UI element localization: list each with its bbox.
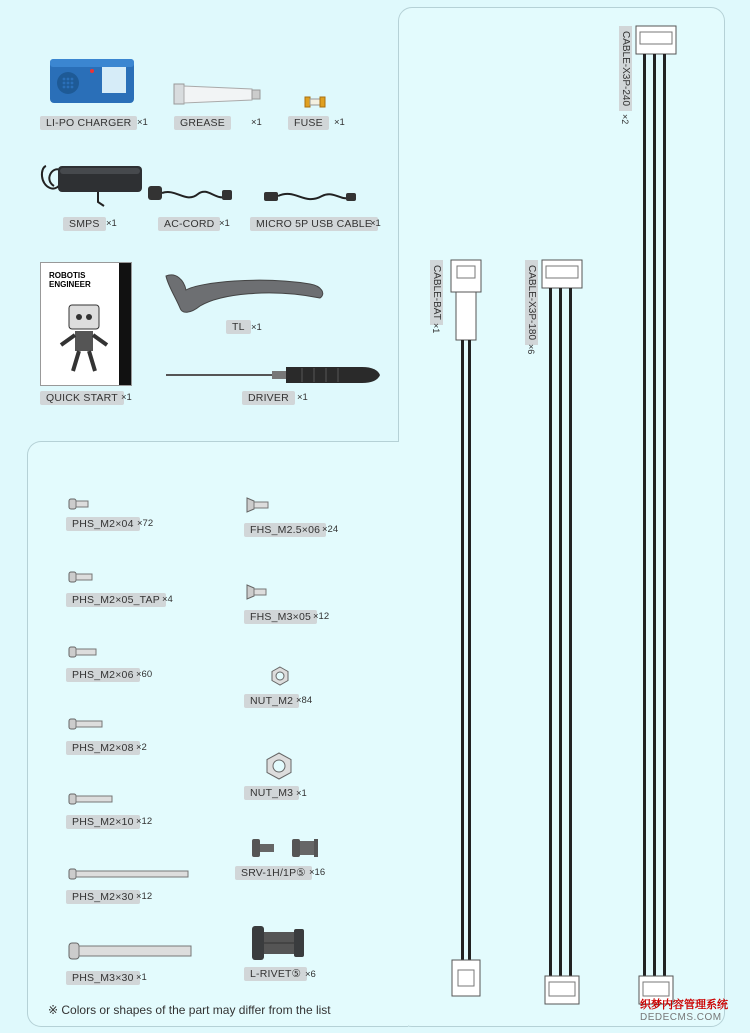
phs-m2x08-qty: ×2 <box>136 742 147 753</box>
quick-start-qty: ×1 <box>121 392 132 403</box>
phs-m2x06-qty: ×60 <box>136 669 153 680</box>
nut-m2-qty: ×84 <box>296 695 313 706</box>
nut-m3-qty: ×1 <box>296 788 307 799</box>
quick-start-label: QUICK START <box>40 391 124 405</box>
phs-m2x05-tap-qty: ×4 <box>162 594 173 605</box>
cable-x3p-240-label: CABLE-X3P-240 <box>619 26 632 111</box>
fhs-m25x06-label: FHS_M2.5×06 <box>244 523 326 537</box>
cable-bat-label: CABLE-BAT <box>430 260 443 325</box>
fhs-m25x06-qty: ×24 <box>322 524 339 535</box>
phs-m2x05-tap-label: PHS_M2×05_TAP <box>66 593 166 607</box>
tl-qty: ×1 <box>251 322 262 333</box>
tl-tool-image <box>160 270 328 318</box>
screwdriver-image <box>162 364 384 386</box>
phs-m2x06-label: PHS_M2×06 <box>66 668 140 682</box>
l-rivet-qty: ×6 <box>305 969 316 980</box>
phs-m2x30-image <box>68 868 192 880</box>
phs-m3x30-label: PHS_M3×30 <box>66 971 140 985</box>
lipo-charger-qty: ×1 <box>137 117 148 128</box>
grease-tube-image <box>172 82 264 108</box>
srv-rivet-image <box>250 836 322 860</box>
fhs-m3x05-label: FHS_M3×05 <box>244 610 317 624</box>
nut-m3-label: NUT_M3 <box>244 786 299 800</box>
phs-m2x08-image <box>68 718 106 730</box>
fhs-m3x05-qty: ×12 <box>313 611 330 622</box>
cable-x3p-180-qty: ×6 <box>526 344 536 355</box>
cable-x3p-240-qty: ×2 <box>620 114 630 125</box>
cable-bat-qty: ×1 <box>431 323 441 334</box>
phs-m2x04-qty: ×72 <box>137 518 154 529</box>
quick-start-cover-title: ROBOTIS ENGINEER <box>49 271 91 289</box>
srv-1h-1p-qty: ×16 <box>309 867 326 878</box>
phs-m2x04-label: PHS_M2×04 <box>66 517 140 531</box>
nut-m2-image <box>270 666 290 686</box>
lipo-charger-image <box>48 55 138 107</box>
fhs-m25x06-image <box>246 497 272 513</box>
quick-start-booklet-image <box>40 262 132 386</box>
phs-m2x30-label: PHS_M2×30 <box>66 890 140 904</box>
fuse-qty: ×1 <box>334 117 345 128</box>
srv-1h-1p-label: SRV-1H/1P⑤ <box>235 866 312 880</box>
grease-qty: ×1 <box>251 117 262 128</box>
phs-m2x04-image <box>68 498 92 510</box>
phs-m2x10-qty: ×12 <box>136 816 153 827</box>
usb-cable-image <box>262 186 358 210</box>
phs-m3x30-image <box>68 942 196 960</box>
phs-m2x10-image <box>68 793 116 805</box>
cable-x3p-240-image <box>630 24 680 1006</box>
phs-m2x06-image <box>68 646 100 658</box>
cable-x3p-180-image <box>536 258 586 1006</box>
driver-qty: ×1 <box>297 392 308 403</box>
l-rivet-image <box>250 924 308 962</box>
smps-label: SMPS <box>63 217 106 231</box>
fuse-image <box>304 96 326 108</box>
footnote: ※ Colors or shapes of the part may differ from the list <box>48 1003 331 1017</box>
cable-bat-image <box>440 258 500 1003</box>
smps-adapter-image <box>38 160 148 210</box>
tl-label: TL <box>226 320 251 334</box>
ac-cord-label: AC-CORD <box>158 217 220 231</box>
cable-x3p-180-label: CABLE-X3P-180 <box>525 260 538 345</box>
robot-illustration <box>55 299 115 379</box>
phs-m2x08-label: PHS_M2×08 <box>66 741 140 755</box>
phs-m2x30-qty: ×12 <box>136 891 153 902</box>
watermark: 织梦内容管理系统 DEDECMS.COM <box>640 999 728 1023</box>
grease-label: GREASE <box>174 116 231 130</box>
driver-label: DRIVER <box>242 391 295 405</box>
nut-m2-label: NUT_M2 <box>244 694 299 708</box>
phs-m2x10-label: PHS_M2×10 <box>66 815 140 829</box>
fuse-label: FUSE <box>288 116 329 130</box>
usb-cable-qty: ×1 <box>370 218 381 229</box>
ac-cord-image <box>146 176 236 212</box>
fhs-m3x05-image <box>246 584 270 600</box>
phs-m2x05-tap-image <box>68 571 96 583</box>
l-rivet-label: L-RIVET⑤ <box>244 967 307 981</box>
usb-cable-label: MICRO 5P USB CABLE <box>250 217 378 231</box>
smps-qty: ×1 <box>106 218 117 229</box>
lipo-charger-label: LI-PO CHARGER <box>40 116 137 130</box>
nut-m3-image <box>265 752 293 780</box>
ac-cord-qty: ×1 <box>219 218 230 229</box>
phs-m3x30-qty: ×1 <box>136 972 147 983</box>
